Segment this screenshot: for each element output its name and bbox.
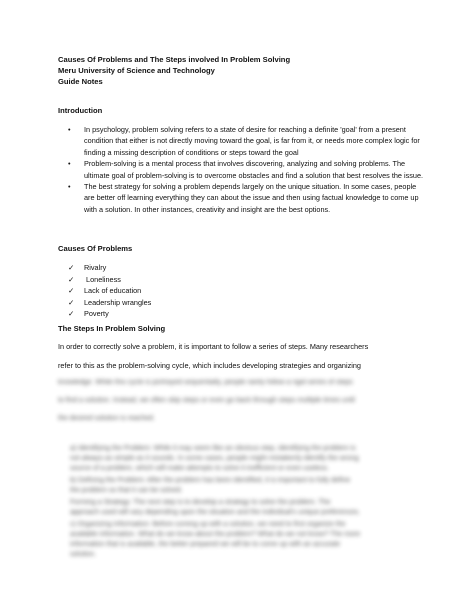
blurred-line: information that is available, the better prepared we will be to come up with an accurate [70, 541, 341, 548]
list-item-text: Leadership wrangles [84, 297, 152, 307]
list-item [66, 297, 151, 309]
checkmark-icon: ✓ [68, 263, 75, 272]
blurred-line: Forming a Strategy: The next step is to develop a strategy to solve the problem. The [70, 499, 331, 506]
bullet-icon: • [68, 159, 71, 169]
list-item-text: In psychology, problem solving refers to a state of desire for reaching a definite 'goal' from a present condition that either is not directly moving toward the goal, is far from it, or needs more complex logic for finding a missing description of conditions or steps toward the goal [84, 125, 420, 157]
document-subtitle: Guide Notes [58, 77, 103, 86]
list-item-text: Problem-solving is a mental process that involves discovering, analyzing and solving problems. The ultimate goal of problem-solving is to overcome obstacles and find a solution that best resolves the issue. [84, 159, 424, 180]
list-item [66, 308, 151, 320]
blurred-line: c) Organizing Information: Before coming up with a solution, we need to first organize the [70, 521, 346, 528]
blurred-line: solution. [70, 551, 97, 558]
introduction-heading: Introduction [58, 106, 103, 115]
list-item [66, 262, 151, 274]
list-item-text: The best strategy for solving a problem depends largely on the unique situation. In some cases, people are better off learning everything they can about the issue and then using factual knowledge to come up with a solution. In other instances, creativity and insight are the best options. [84, 182, 419, 214]
institution-name: Meru University of Science and Technology [58, 66, 215, 75]
checkmark-icon: ✓ [68, 297, 75, 307]
list-item-text: Poverty [84, 309, 109, 318]
checkmark-icon: ✓ [68, 286, 75, 295]
list-item [66, 158, 426, 181]
blurred-preview-region [52, 374, 432, 564]
list-item-text: Lack of education [84, 286, 142, 295]
list-item [66, 274, 151, 286]
blurred-line: a) Identifying the Problem: While it may seem like an obvious step, identifying the problem is [70, 445, 356, 452]
steps-heading: The Steps In Problem Solving [58, 324, 166, 333]
blurred-line: b) Defining the Problem: After the problem has been identified, it is important to fully define [70, 477, 351, 484]
list-item [66, 285, 151, 297]
blurred-line: to find a solution. Instead, we often skip steps or even go back through steps multiple times until [58, 397, 355, 404]
paragraph-line: refer to this as the problem-solving cycle, which includes developing strategies and organizing [58, 361, 361, 370]
document-title: Causes Of Problems and The Steps involved In Problem Solving [58, 55, 291, 64]
blurred-line: available information. What do we know about the problem? What do we not know? The more [70, 531, 361, 538]
blurred-line: not always as simple as it sounds. In some cases, people might mistakenly identify the wrong [70, 455, 359, 462]
blurred-line: knowledge. While this cycle is portrayed sequentially, people rarely follow a rigid series of steps [58, 379, 353, 386]
list-item-text: Loneliness [84, 274, 121, 284]
blurred-line: the problem so that it can be solved. [70, 487, 183, 494]
causes-heading: Causes Of Problems [58, 244, 133, 253]
bullet-icon: • [68, 182, 71, 192]
list-item [66, 124, 426, 158]
paragraph-line: In order to correctly solve a problem, it is important to follow a series of steps. Many researchers [58, 342, 369, 351]
introduction-list [66, 124, 426, 215]
checkmark-icon: ✓ [68, 274, 75, 284]
list-item-text: Rivalry [84, 263, 107, 272]
bullet-icon: • [68, 125, 71, 134]
blurred-line: approach used will vary depending upon the situation and the individual's unique preferences. [70, 509, 361, 516]
blurred-line: source of a problem, which will make attempts to solve it inefficient or even useless. [70, 465, 329, 472]
list-item [66, 181, 426, 215]
causes-list [66, 262, 151, 320]
blurred-line: the desired solution is reached. [58, 415, 155, 422]
checkmark-icon: ✓ [68, 309, 75, 318]
